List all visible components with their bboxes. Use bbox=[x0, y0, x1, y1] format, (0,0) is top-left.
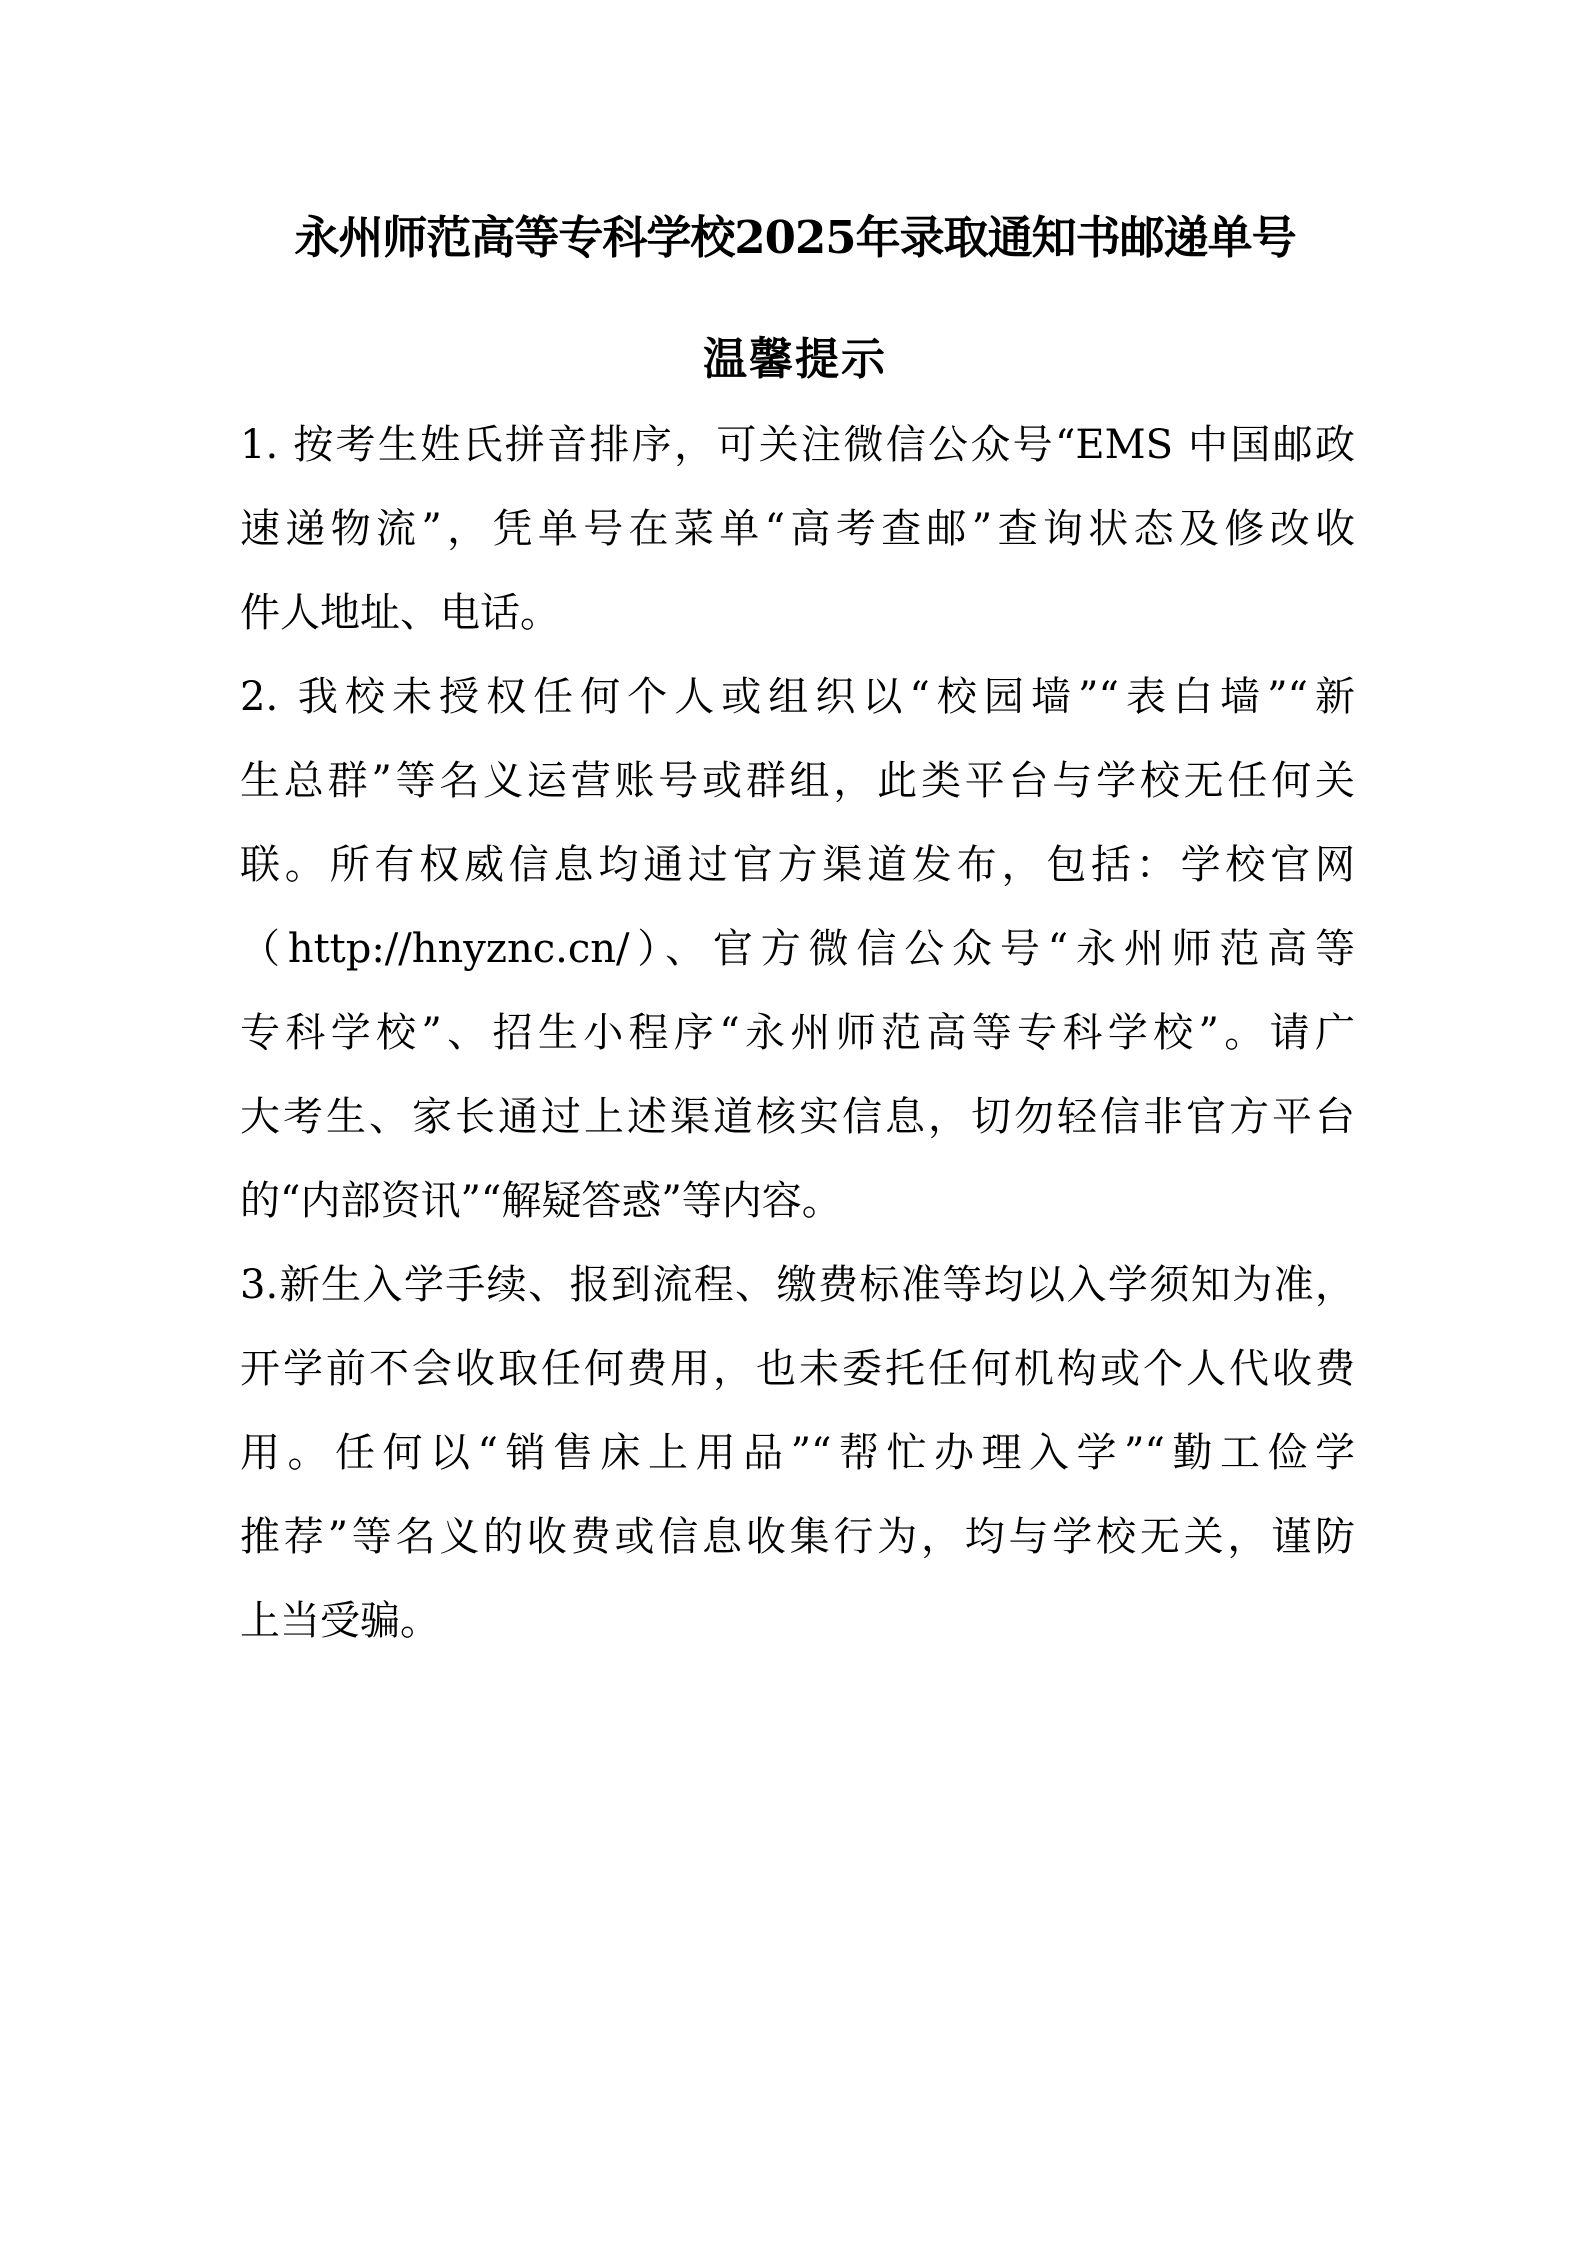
paragraph-2-line: 2. 我校未授权任何个人或组织以“校园墙”“表白墙”“新 bbox=[240, 674, 1355, 720]
paragraph-2-line-website: （http://hnyznc.cn/）、官方微信公众号“永州师范高等 bbox=[240, 926, 1355, 972]
paragraph-3-line: 3.新生入学手续、报到流程、缴费标准等均以入学须知为准， bbox=[240, 1262, 1355, 1308]
paragraph-2-line: 专科学校”、招生小程序“永州师范高等专科学校”。请广 bbox=[240, 1010, 1355, 1056]
document-body bbox=[240, 415, 1355, 1675]
paragraph-1-line: 速递物流”，凭单号在菜单“高考查邮”查询状态及修改收 bbox=[240, 506, 1355, 552]
paragraph-1-line: 1. 按考生姓氏拼音排序，可关注微信公众号“EMS 中国邮政 bbox=[240, 422, 1355, 468]
paragraph-2-line: 联。所有权威信息均通过官方渠道发布，包括：学校官网 bbox=[240, 842, 1355, 888]
document-title: 永州师范高等专科学校2025年录取通知书邮递单号 bbox=[294, 211, 1296, 264]
paragraph-3-line: 用。任何以“销售床上用品”“帮忙办理入学”“勤工俭学 bbox=[240, 1430, 1355, 1476]
paragraph-3-line: 推荐”等名义的收费或信息收集行为，均与学校无关，谨防 bbox=[240, 1514, 1355, 1560]
paragraph-1-line: 件人地址、电话。 bbox=[240, 590, 560, 636]
paragraph-3-line: 上当受骗。 bbox=[240, 1598, 440, 1644]
paragraph-2 bbox=[240, 667, 1355, 1255]
paragraph-3 bbox=[240, 1255, 1355, 1675]
paragraph-2-line: 的“内部资讯”“解疑答惑”等内容。 bbox=[240, 1178, 842, 1224]
paragraph-3-line: 开学前不会收取任何费用，也未委托任何机构或个人代收费 bbox=[240, 1346, 1355, 1392]
paragraph-2-line: 生总群”等名义运营账号或群组，此类平台与学校无任何关 bbox=[240, 758, 1355, 804]
section-heading-warm-tips: 温馨提示 bbox=[703, 334, 887, 385]
paragraph-2-line: 大考生、家长通过上述渠道核实信息，切勿轻信非官方平台 bbox=[240, 1094, 1355, 1140]
paragraph-1 bbox=[240, 415, 1355, 667]
